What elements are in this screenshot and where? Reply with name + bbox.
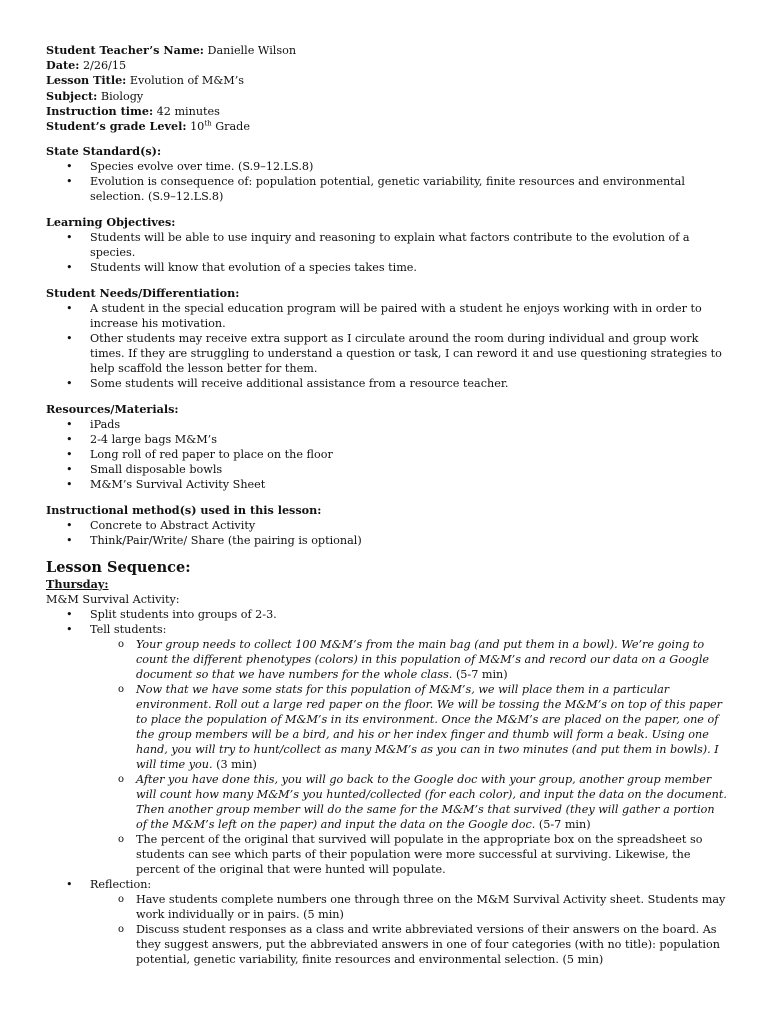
- list-item: • Long roll of red paper to place on the floor: [46, 447, 728, 462]
- resources-section: [46, 402, 728, 492]
- list-item: • 2-4 large bags M&M’s: [46, 432, 728, 447]
- list-item: • Evolution is consequence of: population potential, genetic variability, finite resources and environmental selection. (S.9–12.LS.8): [46, 174, 728, 204]
- sub-list-item: o Now that we have some stats for this population of M&M’s, we will place them in a particular environment. Roll out a large red paper on the floor. We will be tossing the M&M’s on top of this paper to place the population of M&M’s in its environment. Once the M&M’s are placed on the paper, one of the group members will be a bird, and his or her index finger and thumb will form a beak. Using one hand, you will try to hunt/collect as many M&M’s as you can in two minutes (and put them in bowls). I will time you. (3 min): [46, 682, 728, 772]
- objectives-section: [46, 215, 728, 275]
- list-item: • Other students may receive extra support as I circulate around the room during individual and group work times. If they are struggling to understand a question or task, I can reword it and use questioning strategies to help scaffold the lesson better for them.: [46, 331, 728, 376]
- time-line: Instruction time: 42 minutes: [46, 103, 220, 118]
- sequence-title: Lesson Sequence:: [46, 559, 191, 577]
- list-item: • Species evolve over time. (S.9–12.LS.8): [46, 159, 728, 174]
- list-item: • iPads: [46, 417, 728, 432]
- methods-section: [46, 503, 728, 548]
- list-item: • Students will know that evolution of a species takes time.: [46, 260, 728, 275]
- lesson-header: [46, 43, 728, 134]
- list-item: • Students will be able to use inquiry and reasoning to explain what factors contribute to the evolution of a species.: [46, 230, 728, 260]
- section-title: Student Needs/Differentiation:: [46, 286, 240, 301]
- day-heading: Thursday:: [46, 577, 109, 592]
- list-item: • Reflection:: [46, 877, 728, 892]
- date-line: Date: 2/26/15: [46, 58, 127, 73]
- list-item: • Some students will receive additional assistance from a resource teacher.: [46, 376, 728, 391]
- title-line: Lesson Title: Evolution of M&M’s: [46, 73, 245, 88]
- list-item: • M&M’s Survival Activity Sheet: [46, 477, 728, 492]
- list-item: • Concrete to Abstract Activity: [46, 518, 728, 533]
- section-title: Resources/Materials:: [46, 402, 179, 417]
- subject-line: Subject: Biology: [46, 88, 144, 103]
- sub-list-item: o The percent of the original that survived will populate in the appropriate box on the spreadsheet so students can see which parts of their population were more successful at surviving. Likewise, the percent of the original that were hunted will populate.: [46, 832, 728, 877]
- sequence-section: [46, 558, 728, 967]
- needs-section: [46, 286, 728, 391]
- standards-section: [46, 144, 728, 204]
- sub-list-item: o Have students complete numbers one through three on the M&M Survival Activity sheet. Students may work individually or in pairs. (5 min): [46, 892, 728, 922]
- list-item: • Split students into groups of 2-3.: [46, 607, 728, 622]
- section-title: Instructional method(s) used in this lesson:: [46, 503, 322, 518]
- grade-line: Student’s grade Level: 10th Grade: [46, 118, 250, 133]
- sub-list-item: o After you have done this, you will go back to the Google doc with your group, another group member will count how many M&M’s you hunted/collected (for each color), and input the data on the document. Then another group member will do the same for the M&M’s that survived (they will gather a portion of the M&M’s left on the paper) and input the data on the Google doc. (5-7 min): [46, 772, 728, 832]
- section-title: State Standard(s):: [46, 144, 162, 159]
- teacher-line: Student Teacher’s Name: Danielle Wilson: [46, 43, 297, 57]
- list-item: • Think/Pair/Write/ Share (the pairing is optional): [46, 533, 728, 548]
- activity-heading: M&M Survival Activity:: [46, 593, 180, 607]
- list-item: • A student in the special education program will be paired with a student he enjoys working with in order to increase his motivation.: [46, 301, 728, 331]
- sub-list-item: o Discuss student responses as a class and write abbreviated versions of their answers on the board. As they suggest answers, put the abbreviated answers in one of four categories (with no title): population potential, genetic variability, finite resources and environmental selection. (5 min): [46, 922, 728, 967]
- section-title: Learning Objectives:: [46, 215, 176, 230]
- sub-list-item: o Your group needs to collect 100 M&M’s from the main bag (and put them in a bowl). We’re going to count the different phenotypes (colors) in this population of M&M’s and record our data on a Google document so that we have numbers for the whole class. (5-7 min): [46, 637, 728, 682]
- list-item: • Tell students:: [46, 622, 728, 637]
- list-item: • Small disposable bowls: [46, 462, 728, 477]
